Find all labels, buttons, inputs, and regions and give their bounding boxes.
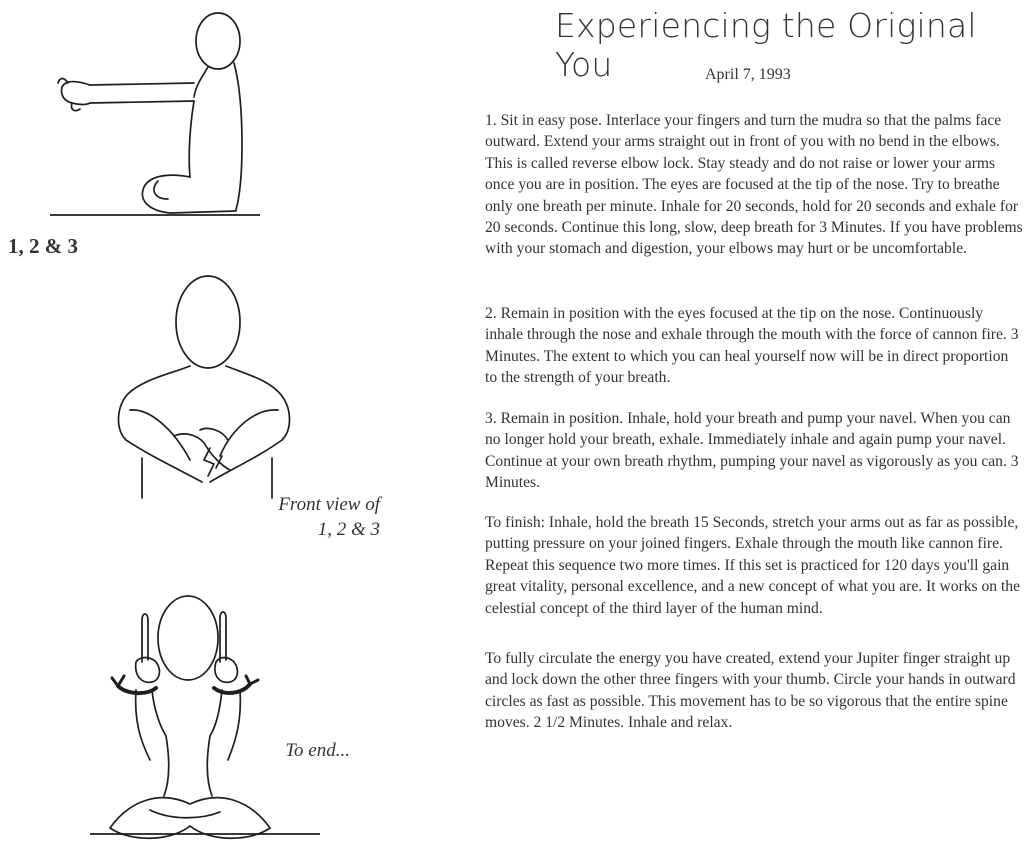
to-end-illustration xyxy=(90,590,320,855)
figure-3-caption: To end... xyxy=(285,740,350,761)
figure-2-caption-line2: 1, 2 & 3 xyxy=(317,519,380,540)
date: April 7, 1993 xyxy=(705,66,791,83)
paragraph-to-circulate: To fully circulate the energy you have created, extend your Jupiter finger straight up and lock down the other three fingers with your thumb. Circle your hands in outward circles as fast as possible. This movement has to be so vigorous that the entire spine moves. 2 1/2 Minutes. Inhale and relax. xyxy=(485,650,1016,732)
paragraph-to-finish: To finish: Inhale, hold the breath 15 Seconds, stretch your arms out as far as possible, putting pressure on your joined fingers. Exhale through the mouth like cannon fire. Repeat this sequence two more times. If this set is practiced for 120 days you'll gain great vitality, personal excellence, and a new concept of what you are. It works on the celestial concept of the third layer of the human mind. xyxy=(485,514,1021,617)
side-view-illustration xyxy=(50,5,260,235)
paragraph-step-2: 2. Remain in position with the eyes focused at the tip on the nose. Continuously inhale through the nose and exhale through the mouth with the force of cannon fire. 3 Minutes. The extent to which you can heal yourself now will be in direct proportion to the strength of your breath. xyxy=(485,305,1019,387)
front-view-illustration xyxy=(110,270,300,500)
figure-2-caption-line1: Front view of xyxy=(278,494,380,515)
paragraph-step-3: 3. Remain in position. Inhale, hold your breath and pump your navel. When you can no longer hold your breath, exhale. Immediately inhale and again pump your navel. Continue at your own breath rhythm, pumping your navel as vigorously as you can. 3 Minutes. xyxy=(485,410,1019,492)
paragraph-step-1: 1. Sit in easy pose. Interlace your fingers and turn the mudra so that the palms face outward. Extend your arms straight out in front of you with no bend in the elbows. This is called reverse elbow lock. Stay steady and do not raise or lower your arms once you are in position. The eyes are focused at the tip of the nose. Try to breathe only one breath per minute. Inhale for 20 seconds, hold for 20 seconds and exhale for 20 seconds. Continue this long, slow, deep breath for 3 Minutes. If you have problems with your stomach and digestion, your elbows may hurt or be uncomfortable. xyxy=(485,112,1023,258)
page-title: Experiencing the Original You xyxy=(555,6,977,84)
figure-2-caption xyxy=(240,492,380,542)
figure-1-label: 1, 2 & 3 xyxy=(8,234,78,258)
